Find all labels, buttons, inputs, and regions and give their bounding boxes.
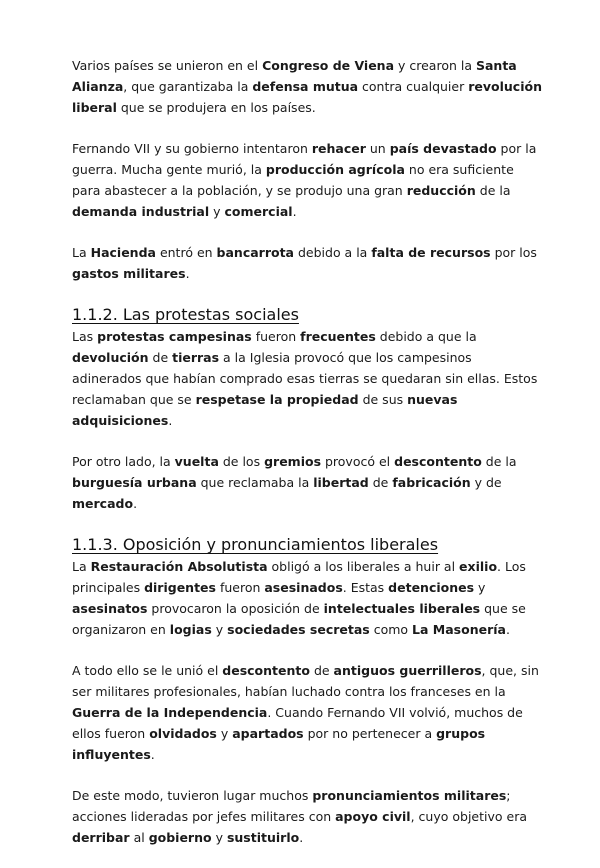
text-run: La	[72, 559, 91, 574]
bold-term: mercado	[72, 496, 134, 511]
text-run: que se produjera en los países.	[116, 100, 316, 115]
text-run: fueron	[215, 580, 265, 595]
text-run: La	[72, 245, 91, 260]
text-run: como	[369, 622, 413, 637]
text-run: .	[150, 747, 155, 762]
text-run: obligó a los liberales a huir al	[267, 559, 460, 574]
text-run: Varios países se unieron en el	[72, 58, 263, 73]
bold-term: grupos influyentes	[72, 726, 486, 762]
bold-term: derribar	[72, 830, 130, 845]
paragraph	[72, 138, 542, 222]
text-run: entró en	[155, 245, 217, 260]
text-run: , cuyo objetivo era	[410, 809, 527, 824]
bold-term: país devastado	[389, 141, 497, 156]
intro-section	[72, 55, 542, 284]
bold-term: libertad	[313, 475, 369, 490]
text-run: y	[474, 580, 486, 595]
text-run: Por otro lado, la	[72, 454, 175, 469]
paragraph	[72, 55, 542, 118]
text-run: . Estas	[342, 580, 389, 595]
bold-term: gastos militares	[72, 266, 186, 281]
bold-term: tierras	[172, 350, 220, 365]
bold-term: asesinados	[264, 580, 343, 595]
text-run: un	[365, 141, 390, 156]
bold-term: sustituirlo	[226, 830, 300, 845]
bold-term: Hacienda	[90, 245, 156, 260]
text-run: no era suficiente para abastecer a la población, y se produjo una gran	[72, 162, 514, 198]
text-run: por la guerra. Mucha gente murió, la	[72, 141, 537, 177]
bold-term: gobierno	[148, 830, 212, 845]
bold-term: revolución liberal	[72, 79, 542, 115]
paragraph	[72, 451, 542, 514]
text-run: y	[216, 726, 233, 741]
text-run: .	[133, 496, 138, 511]
text-run: .	[168, 413, 173, 428]
text-run: debido a la	[294, 245, 372, 260]
section-heading: 1.1.3. Oposición y pronunciamientos liberales	[72, 535, 439, 554]
text-run: fueron	[251, 329, 301, 344]
text-run: .	[292, 204, 297, 219]
text-run: a la Iglesia provocó que los campesinos adinerados que habían comprado esas tierras se quedaran sin ellas. Estos reclamaban que se	[72, 350, 538, 407]
text-run: , que, sin ser militares profesionales, habían luchado contra los franceses en la	[72, 663, 539, 699]
text-run: y	[211, 622, 228, 637]
bold-term: La Masonería	[412, 622, 506, 637]
text-run: Las	[72, 329, 98, 344]
text-run: debido a que la	[375, 329, 477, 344]
bold-term: Restauración Absolutista	[90, 559, 268, 574]
text-run: de la	[475, 183, 511, 198]
bold-term: olvidados	[149, 726, 217, 741]
document-page	[72, 55, 542, 868]
paragraph	[72, 242, 542, 284]
bold-term: vuelta	[174, 454, 219, 469]
text-run: al	[129, 830, 149, 845]
paragraph	[72, 326, 542, 431]
bold-term: demanda industrial	[72, 204, 210, 219]
bold-term: Guerra de la Independencia	[72, 705, 268, 720]
text-run: y crearon la	[394, 58, 476, 73]
text-run: provocó el	[321, 454, 395, 469]
bold-term: fabricación	[392, 475, 471, 490]
text-run: que reclamaba la	[196, 475, 314, 490]
text-run: de los	[218, 454, 265, 469]
text-run: por los	[490, 245, 537, 260]
text-run: A todo ello se le unió el	[72, 663, 223, 678]
text-run: que se organizaron en	[72, 601, 526, 637]
bold-term: rehacer	[311, 141, 366, 156]
paragraph	[72, 785, 542, 848]
text-run: De este modo, tuvieron lugar muchos	[72, 788, 313, 803]
text-run: provocaron la oposición de	[147, 601, 324, 616]
text-run: . Cuando Fernando VII volvió, muchos de ellos fueron	[72, 705, 523, 741]
bold-term: asesinatos	[72, 601, 148, 616]
text-run: contra cualquier	[358, 79, 469, 94]
text-run: y	[209, 204, 225, 219]
text-run: de sus	[358, 392, 408, 407]
bold-term: nuevas adquisiciones	[72, 392, 458, 428]
text-run: de	[309, 663, 334, 678]
section-heading: 1.1.2. Las protestas sociales	[72, 305, 299, 324]
text-run: .	[299, 830, 304, 845]
paragraph	[72, 660, 542, 765]
bold-term: comercial	[224, 204, 293, 219]
text-run: y	[211, 830, 227, 845]
bold-term: apoyo civil	[335, 809, 411, 824]
text-run: de la	[481, 454, 517, 469]
text-run: , que garantizaba la	[123, 79, 253, 94]
bold-term: Santa Alianza	[72, 58, 517, 94]
text-run: por no pertenecer a	[303, 726, 437, 741]
bold-term: sociedades secretas	[227, 622, 370, 637]
bold-term: exilio	[459, 559, 498, 574]
text-run: . Los principales	[72, 559, 526, 595]
bold-term: detenciones	[388, 580, 475, 595]
bold-term: bancarrota	[216, 245, 294, 260]
section-protestas-sociales	[72, 304, 542, 514]
text-run: .	[185, 266, 190, 281]
bold-term: respetase la propiedad	[195, 392, 359, 407]
bold-term: gremios	[264, 454, 322, 469]
bold-term: burguesía urbana	[72, 475, 197, 490]
bold-term: protestas campesinas	[97, 329, 252, 344]
bold-term: defensa mutua	[252, 79, 359, 94]
section-oposicion-pronunciamientos	[72, 534, 542, 848]
bold-term: reducción	[406, 183, 476, 198]
bold-term: intelectuales liberales	[323, 601, 481, 616]
bold-term: pronunciamientos militares	[312, 788, 507, 803]
text-run: .	[505, 622, 510, 637]
paragraph	[72, 556, 542, 640]
text-run: y de	[470, 475, 502, 490]
text-run: de	[368, 475, 393, 490]
text-run: Fernando VII y su gobierno intentaron	[72, 141, 312, 156]
bold-term: logias	[169, 622, 212, 637]
bold-term: descontento	[222, 663, 310, 678]
bold-term: falta de recursos	[371, 245, 491, 260]
bold-term: Congreso de Viena	[262, 58, 395, 73]
bold-term: frecuentes	[300, 329, 376, 344]
bold-term: devolución	[72, 350, 149, 365]
bold-term: descontento	[394, 454, 482, 469]
bold-term: apartados	[232, 726, 304, 741]
bold-term: producción agrícola	[265, 162, 405, 177]
text-run: de	[148, 350, 173, 365]
bold-term: antiguos guerrilleros	[333, 663, 482, 678]
bold-term: dirigentes	[144, 580, 216, 595]
text-run: ; acciones lideradas por jefes militares con	[72, 788, 511, 824]
